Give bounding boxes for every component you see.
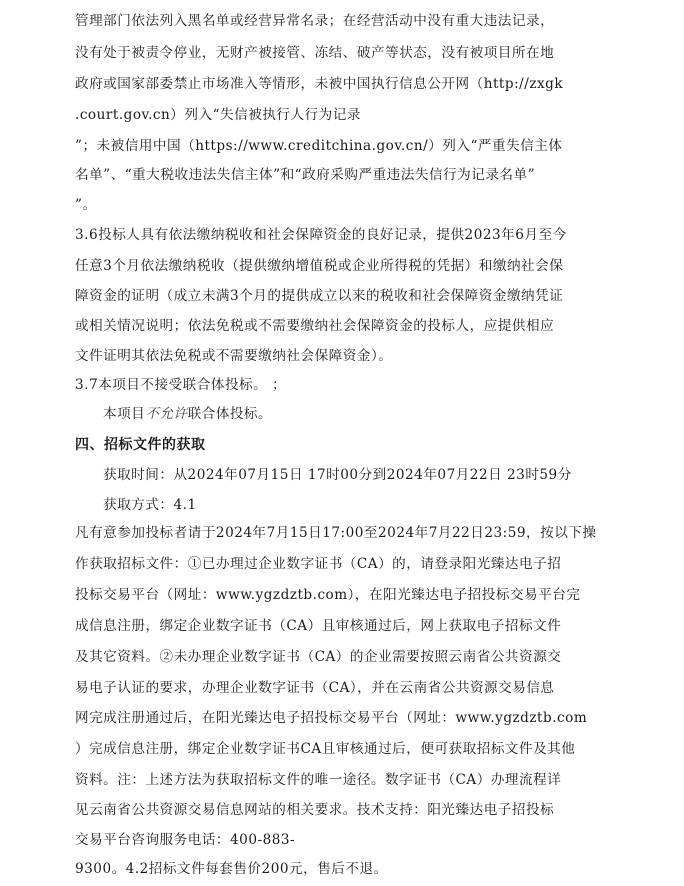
text-line: 交易平台咨询服务电话：400-883- xyxy=(75,832,296,848)
text-line: 9300。4.2招标文件每套售价200元，售后不退。 xyxy=(75,861,388,877)
text-line: 政府或国家部委禁止市场准入等情形，未被中国执行信息公开网（http://zxgk xyxy=(75,76,564,92)
text-line: 没有处于被责令停业，无财产被接管、冻结、破产等状态，没有被项目所在地 xyxy=(75,45,555,61)
consortium-value: 不允许 xyxy=(145,406,188,422)
text-line: 任意3个月依法缴纳税收（提供缴纳增值税或企业所得税的凭据）和缴纳社会保 xyxy=(75,258,564,274)
consortium-prefix: 本项目 xyxy=(103,406,146,422)
text-line: 资料。注：上述方法为获取招标文件的唯一途径。数字证书（CA）办理流程详 xyxy=(75,772,562,788)
consortium-line xyxy=(103,405,643,423)
text-line: ）完成信息注册，绑定企业数字证书CA且审核通过后，便可获取招标文件及其他 xyxy=(75,741,576,757)
section-heading: 四、招标文件的获取 xyxy=(75,437,206,453)
text-line: 作获取招标文件：①已办理过企业数字证书（CA）的，请登录阳光臻达电子招 xyxy=(75,556,562,572)
fetch-time: 获取时间：从2024年07月15日 17时00分到2024年07月22日 23时59分 xyxy=(103,467,572,483)
text-line: 文件证明其依法免税或不需要缴纳社会保障资金）。 xyxy=(75,348,393,364)
text-line: 投标交易平台（网址：www.ygzdztb.com），在阳光臻达电子招投标交易平台完 xyxy=(75,587,581,603)
text-line: 及其它资料。②未办理企业数字证书（CA）的企业需要按照云南省公共资源交 xyxy=(75,649,562,665)
text-line: 凡有意参加投标者请于2024年7月15日17:00至2024年7月22日23:59，按以下操 xyxy=(75,525,597,541)
text-line: 3.7本项目不接受联合体投标。 ； xyxy=(75,377,287,393)
text-line: 见云南省公共资源交易信息网站的相关要求。技术支持：阳光臻达电子招投标 xyxy=(75,802,555,818)
text-line: 名单”、“重大税收违法失信主体”和“政府采购严重违法失信行为记录名单” xyxy=(75,167,536,183)
consortium-suffix: 联合体投标。 xyxy=(187,406,273,422)
text-line: 3.6投标人具有依法缴纳税收和社会保障资金的良好记录，提供2023年6月至今 xyxy=(75,227,567,243)
text-line: 成信息注册，绑定企业数字证书（CA）且审核通过后，网上获取电子招标文件 xyxy=(75,618,562,634)
text-line: ”。 xyxy=(75,197,97,213)
text-line: .court.gov.cn）列入“失信被执行人行为记录 xyxy=(75,107,361,123)
text-line: ”；未被信用中国（https://www.creditchina.gov.cn/）列入“严重失信主体 xyxy=(75,138,563,154)
text-line: 障资金的证明（成立未满3个月的提供成立以来的税收和社会保障资金缴纳凭证 xyxy=(75,288,564,304)
text-line: 网完成注册通过后，在阳光臻达电子招投标交易平台（网址：www.ygzdztb.com xyxy=(75,710,588,726)
text-line: 管理部门依法列入黑名单或经营异常名录；在经营活动中没有重大违法记录， xyxy=(75,13,555,29)
text-line: 易电子认证的要求，办理企业数字证书（CA），并在云南省公共资源交易信息 xyxy=(75,680,555,696)
fetch-method: 获取方式：4.1 xyxy=(103,497,197,513)
text-line: 或相关情况说明；依法免税或不需要缴纳社会保障资金的投标人，应提供相应 xyxy=(75,318,555,334)
